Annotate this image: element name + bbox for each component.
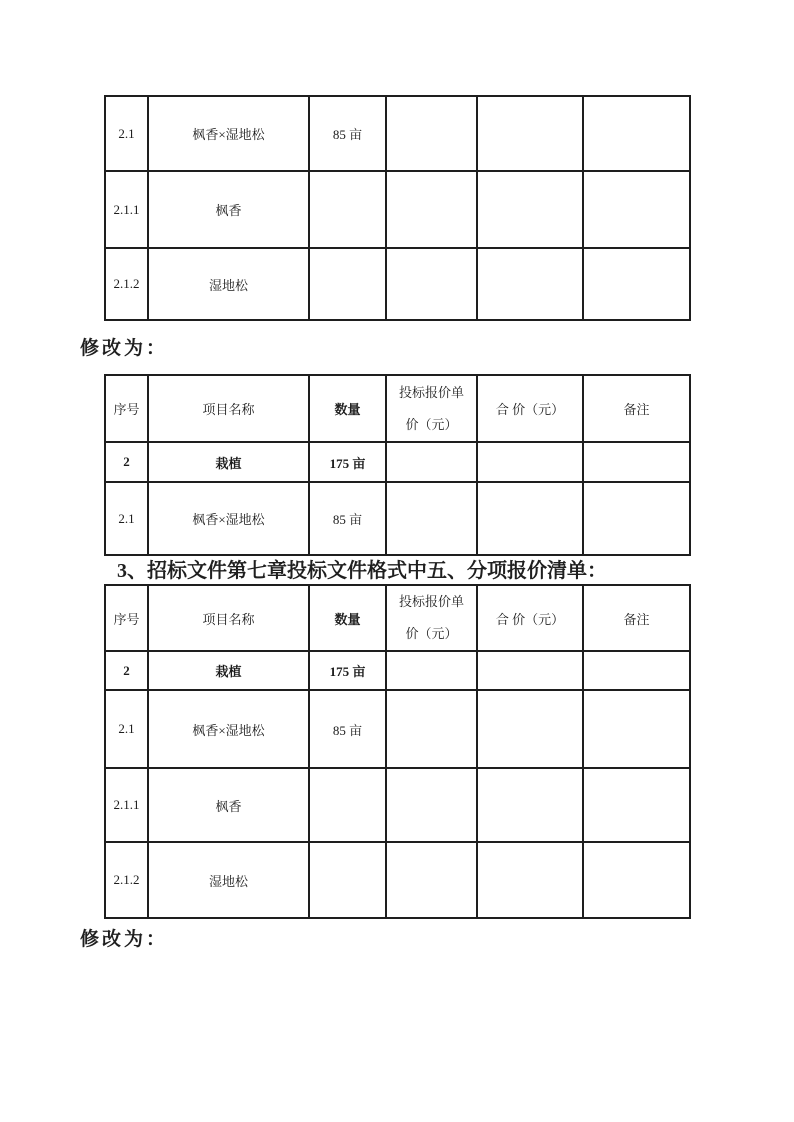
item-name-cell: 枫香×湿地松 xyxy=(148,690,309,768)
header-unit-price-line2: 价（元） xyxy=(405,416,458,432)
header-seq: 序号 xyxy=(105,585,148,651)
unit-price-cell xyxy=(386,171,477,248)
header-seq: 序号 xyxy=(105,375,148,442)
table-row-subtotal xyxy=(105,442,690,482)
seq-cell: 2.1 xyxy=(105,482,148,555)
total-price-cell xyxy=(477,651,583,690)
header-unit-price-line1: 投标报价单 xyxy=(398,384,464,400)
qty-cell: 85 亩 xyxy=(309,690,386,768)
qty-cell: 85 亩 xyxy=(309,96,386,171)
header-unit-price xyxy=(386,585,477,651)
header-remark: 备注 xyxy=(583,585,690,651)
header-qty: 数量 xyxy=(309,375,386,442)
item-name-cell: 枫香×湿地松 xyxy=(148,96,309,171)
header-row xyxy=(105,375,690,442)
table-row xyxy=(105,768,690,842)
remark-cell xyxy=(583,96,690,171)
remark-cell xyxy=(583,690,690,768)
total-price-cell xyxy=(477,690,583,768)
unit-price-cell xyxy=(386,96,477,171)
header-qty: 数量 xyxy=(309,585,386,651)
header-item-name: 项目名称 xyxy=(148,375,309,442)
seq-cell: 2.1.2 xyxy=(105,842,148,918)
table-row xyxy=(105,96,690,171)
modified-price-table xyxy=(104,374,691,556)
remark-cell xyxy=(583,768,690,842)
modify-heading-2: 修改为： xyxy=(80,929,169,950)
remark-cell xyxy=(583,651,690,690)
section3-price-table xyxy=(104,584,691,919)
qty-cell: 175 亩 xyxy=(309,651,386,690)
unit-price-cell xyxy=(386,248,477,320)
remark-cell xyxy=(583,248,690,320)
table-row xyxy=(105,690,690,768)
item-name-cell: 湿地松 xyxy=(148,842,309,918)
unit-price-cell xyxy=(386,482,477,555)
item-name-cell: 枫香 xyxy=(148,768,309,842)
remark-cell xyxy=(583,842,690,918)
unit-price-cell xyxy=(386,768,477,842)
seq-cell: 2 xyxy=(105,651,148,690)
item-name-cell: 栽植 xyxy=(148,442,309,482)
table-row xyxy=(105,171,690,248)
header-total-price: 合 价（元） xyxy=(477,375,583,442)
header-row xyxy=(105,585,690,651)
remark-cell xyxy=(583,482,690,555)
qty-cell xyxy=(309,171,386,248)
continued-price-table xyxy=(104,95,691,321)
unit-price-cell xyxy=(386,842,477,918)
seq-cell: 2.1 xyxy=(105,96,148,171)
seq-cell: 2.1.1 xyxy=(105,768,148,842)
item-name-cell: 栽植 xyxy=(148,651,309,690)
header-unit-price-line1: 投标报价单 xyxy=(398,594,464,609)
qty-cell xyxy=(309,768,386,842)
item-name-cell: 湿地松 xyxy=(148,248,309,320)
qty-cell xyxy=(309,842,386,918)
table-row-subtotal xyxy=(105,651,690,690)
seq-cell: 2.1.2 xyxy=(105,248,148,320)
unit-price-cell xyxy=(386,442,477,482)
item-name-cell: 枫香×湿地松 xyxy=(148,482,309,555)
unit-price-cell xyxy=(386,651,477,690)
qty-cell: 175 亩 xyxy=(309,442,386,482)
modify-heading-1: 修改为： xyxy=(80,338,169,359)
total-price-cell xyxy=(477,842,583,918)
remark-cell xyxy=(583,442,690,482)
seq-cell: 2.1 xyxy=(105,690,148,768)
section3-heading: 3、招标文件第七章投标文件格式中五、分项报价清单： xyxy=(117,560,607,582)
total-price-cell xyxy=(477,171,583,248)
seq-cell: 2.1.1 xyxy=(105,171,148,248)
header-total-price: 合 价（元） xyxy=(477,585,583,651)
total-price-cell xyxy=(477,482,583,555)
header-remark: 备注 xyxy=(583,375,690,442)
qty-cell: 85 亩 xyxy=(309,482,386,555)
seq-cell: 2 xyxy=(105,442,148,482)
header-unit-price-line2: 价（元） xyxy=(405,626,458,641)
total-price-cell xyxy=(477,248,583,320)
total-price-cell xyxy=(477,768,583,842)
header-unit-price xyxy=(386,375,477,442)
unit-price-cell xyxy=(386,690,477,768)
qty-cell xyxy=(309,248,386,320)
remark-cell xyxy=(583,171,690,248)
table-row xyxy=(105,842,690,918)
item-name-cell: 枫香 xyxy=(148,171,309,248)
table-row xyxy=(105,248,690,320)
header-item-name: 项目名称 xyxy=(148,585,309,651)
total-price-cell xyxy=(477,96,583,171)
table-row xyxy=(105,482,690,555)
total-price-cell xyxy=(477,442,583,482)
